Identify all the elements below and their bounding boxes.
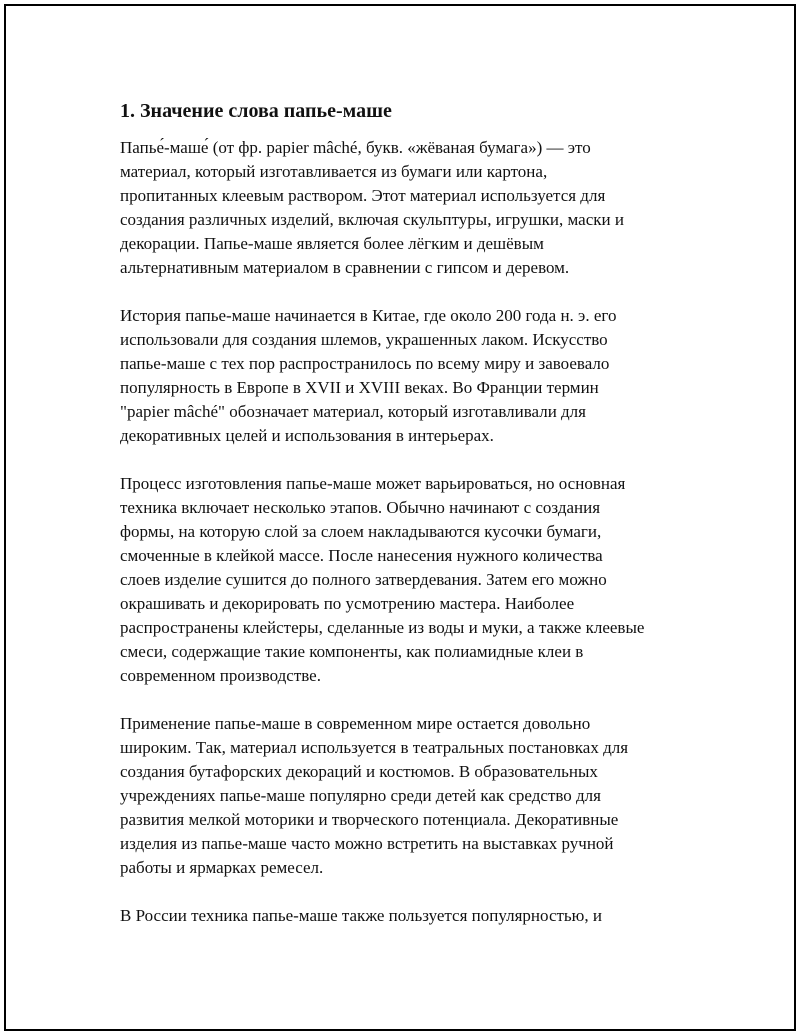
paragraph-line: Процесс изготовления папье-маше может варьироваться, но основная — [120, 474, 626, 493]
paragraph-line: материал, который изготавливается из бумаги или картона, — [120, 162, 548, 181]
paragraph-line: слоев изделие сушится до полного затвердевания. Затем его можно — [120, 570, 607, 589]
paragraph-line: использовали для создания шлемов, украшенных лаком. Искусство — [120, 330, 608, 349]
paragraph-line: техника включает несколько этапов. Обычно начинают с создания — [120, 498, 601, 517]
paragraph — [120, 712, 700, 880]
paragraph-line: широким. Так, материал используется в театральных постановках для — [120, 738, 629, 757]
paragraph-line: смеси, содержащие такие компоненты, как полиамидные клеи в — [120, 642, 584, 661]
paragraph-line: изделия из папье-маше часто можно встретить на выставках ручной — [120, 834, 614, 853]
paragraph-line: пропитанных клеевым раствором. Этот материал используется для — [120, 186, 606, 205]
paragraph-line: распространены клейстеры, сделанные из воды и муки, а также клеевые — [120, 618, 645, 637]
paragraph-line: создания различных изделий, включая скульптуры, игрушки, маски и — [120, 210, 624, 229]
paragraph-line: создания бутафорских декораций и костюмов. В образовательных — [120, 762, 598, 781]
paragraph-line: "papier mâché" обозначает материал, который изготавливали для — [120, 402, 586, 421]
paragraph-list — [120, 136, 700, 928]
paragraph-line: популярность в Европе в XVII и XVIII веках. Во Франции термин — [120, 378, 599, 397]
paragraph-line: окрашивать и декорировать по усмотрению мастера. Наиболее — [120, 594, 575, 613]
paragraph — [120, 304, 700, 448]
paragraph-line: работы и ярмарках ремесел. — [120, 858, 324, 877]
page-frame — [4, 4, 796, 1031]
paragraph-line: декорации. Папье-маше является более лёгким и дешёвым — [120, 234, 544, 253]
paragraph-line: История папье-маше начинается в Китае, где около 200 года н. э. его — [120, 306, 617, 325]
paragraph-line: современном производстве. — [120, 666, 321, 685]
paragraph-line: альтернативным материалом в сравнении с гипсом и деревом. — [120, 258, 570, 277]
paragraph-line: В России техника папье-маше также пользуется популярностью, и — [120, 906, 602, 925]
paragraph — [120, 136, 700, 280]
paragraph — [120, 472, 700, 688]
paragraph-line: папье-маше с тех пор распространилось по всему миру и завоевало — [120, 354, 610, 373]
paragraph-line: Применение папье-маше в современном мире остается довольно — [120, 714, 591, 733]
paragraph-line: Папье́-маше́ (от фр. papier mâché, букв. «жёваная бумага») — это — [120, 138, 591, 157]
section-heading: 1. Значение слова папье-маше — [120, 100, 392, 122]
paragraph — [120, 904, 700, 928]
paragraph-line: учреждениях папье-маше популярно среди детей как средство для — [120, 786, 601, 805]
paragraph-line: формы, на которую слой за слоем накладываются кусочки бумаги, — [120, 522, 602, 541]
paragraph-line: развития мелкой моторики и творческого потенциала. Декоративные — [120, 810, 619, 829]
paragraph-line: декоративных целей и использования в интерьерах. — [120, 426, 494, 445]
document-body — [120, 98, 700, 952]
paragraph-line: смоченные в клейкой массе. После нанесения нужного количества — [120, 546, 603, 565]
